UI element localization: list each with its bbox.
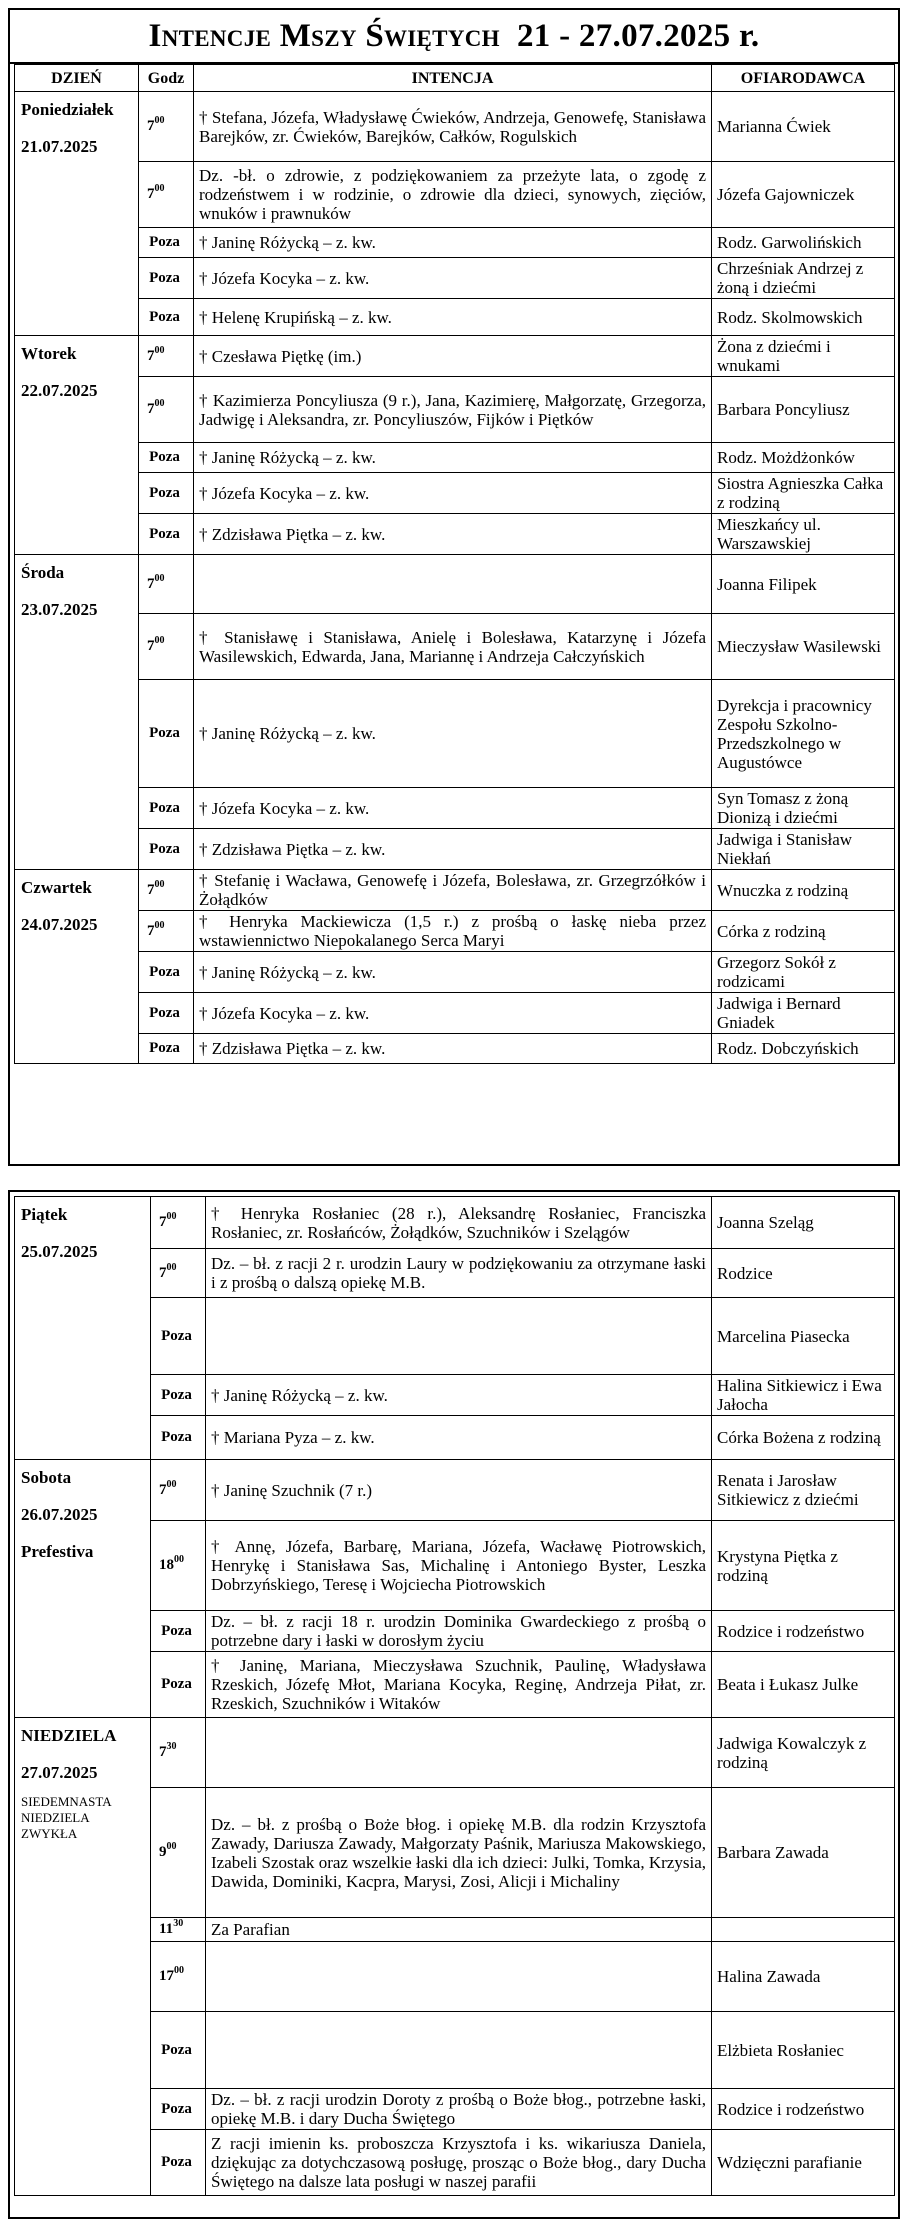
minute-value: 00 (154, 919, 165, 931)
table-row (15, 952, 895, 993)
hour-value: Poza (161, 2041, 192, 2058)
hour-value: 7 (147, 575, 155, 592)
hour-cell (139, 258, 194, 299)
day-date: 24.07.2025 (21, 915, 98, 934)
day-extra: SIEDEMNASTA NIEDZIELA ZWYKŁA (21, 1794, 111, 1841)
hour-cell (139, 680, 194, 788)
hour-cell (139, 952, 194, 993)
table-row (15, 336, 895, 377)
hour-value: 7 (147, 922, 155, 939)
hour-value: Poza (161, 1676, 192, 1692)
hour-value: 7 (147, 118, 155, 134)
table-row (15, 1460, 895, 1521)
hour-value: Poza (149, 308, 180, 325)
donor-cell: Siostra Agnieszka Całka z rodziną (712, 473, 895, 514)
intention-cell: † Kazimierza Poncyliusza (9 r.), Jana, Kazimierę, Małgorzatę, Grzegorza, Jadwigę i Aleksandra, zr. Poncyliuszów, Fijków i Piętków (194, 377, 712, 443)
hour-value: 7 (159, 1744, 167, 1760)
day-date: 26.07.2025 (21, 1505, 98, 1524)
minute-value: 00 (166, 1211, 177, 1222)
title-lead: Intencje Mszy Świętych (148, 18, 500, 54)
minute-value: 00 (166, 1478, 177, 1490)
intention-cell: † Mariana Pyza – z. kw. (206, 1416, 712, 1460)
table-row (15, 443, 895, 473)
hour-cell (151, 1197, 206, 1249)
day-cell-thu (15, 870, 139, 1064)
table-row (15, 680, 895, 788)
spacer (21, 1224, 144, 1242)
day-name: Poniedziałek (21, 100, 114, 119)
hour-cell (151, 1718, 206, 1788)
day-cell-wed (15, 555, 139, 870)
hour-cell (139, 473, 194, 514)
hour-cell (139, 870, 194, 911)
hour-cell (139, 336, 194, 377)
day-cell-tue (15, 336, 139, 555)
hour-cell (139, 514, 194, 555)
intention-cell (206, 1298, 712, 1375)
intention-cell: † Józefa Kocyka – z. kw. (194, 473, 712, 514)
intention-cell (194, 555, 712, 614)
donor-cell: Wnuczka z rodziną (712, 870, 895, 911)
minute-value: 00 (154, 183, 165, 194)
schedule-page-2 (8, 1190, 900, 2219)
intention-cell: † Janinę, Mariana, Mieczysława Szuchnik, Paulinę, Władysława Rzeskich, Józefę Młot, Mariana Kocyka, Reginę, Andrzeja Piłat, zr. Rzeskich, Szuchników i Witaków (206, 1652, 712, 1718)
donor-cell: Rodzice i rodzeństwo (712, 2089, 895, 2130)
donor-cell: Józefa Gajowniczek (712, 162, 895, 228)
hour-cell (139, 299, 194, 336)
hour-cell (139, 788, 194, 829)
table-row (15, 829, 895, 870)
table-row (15, 1718, 895, 1788)
donor-cell: Córka z rodziną (712, 911, 895, 952)
hour-value: Poza (149, 799, 180, 816)
minute-value: 00 (166, 1841, 177, 1852)
hour-value: Poza (161, 1327, 192, 1344)
table-row (15, 228, 895, 258)
hour-cell (139, 911, 194, 952)
table-row (15, 299, 895, 336)
schedule-page-1 (8, 8, 900, 1166)
hour-cell (139, 162, 194, 228)
donor-cell: Córka Bożena z rodziną (712, 1416, 895, 1460)
hour-value: 7 (147, 401, 155, 417)
spacer (21, 897, 132, 915)
intention-cell: † Henryka Rosłaniec (28 r.), Aleksandrę Rosłaniec, Franciszka Rosłaniec, zr. Rosłańców, Żołądków, Szuchników i Szelągów (206, 1197, 712, 1249)
spacer (21, 1524, 144, 1542)
donor-cell: Rodz. Dobczyńskich (712, 1034, 895, 1064)
minute-value: 30 (173, 1918, 184, 1929)
hour-cell (151, 1375, 206, 1416)
hour-cell (151, 1460, 206, 1521)
hour-cell (151, 1416, 206, 1460)
hour-value: Poza (149, 484, 180, 501)
hour-cell (151, 1521, 206, 1611)
donor-cell: Joanna Filipek (712, 555, 895, 614)
spacer (21, 1782, 144, 1794)
intention-cell: † Janinę Różycką – z. kw. (194, 680, 712, 788)
table-row (15, 92, 895, 162)
donor-cell: Grzegorz Sokół z rodzicami (712, 952, 895, 993)
page-title (10, 10, 898, 64)
hour-value: Poza (149, 234, 180, 250)
day-name: Czwartek (21, 878, 92, 897)
intention-cell: Dz. – bł. z prośbą o Boże błog. i opiekę M.B. dla rodzin Krzysztofa Zawady, Dariusza Zawady, Małgorzaty Paśnik, Mariusza Makowskiego, Izabeli Szostak oraz wszelkie łaski dla ich dzieci: Julki, Tomka, Krzysia, Dawida, Dominiki, Kacpra, Marysi, Zosi, Alicji i Michaliny (206, 1788, 712, 1918)
intention-cell: † Zdzisława Piętka – z. kw. (194, 829, 712, 870)
hour-value: 7 (147, 638, 155, 654)
hour-cell (139, 92, 194, 162)
header-hour: Godz (139, 65, 194, 92)
minute-value: 00 (174, 1965, 184, 1976)
intention-cell: Dz. – bł. z racji 2 r. urodzin Laury w podziękowaniu za otrzymane łaski i z prośbą o dalszą opiekę M.B. (206, 1249, 712, 1298)
donor-cell: Chrześniak Andrzej z żoną i dziećmi (712, 258, 895, 299)
minute-value: 00 (166, 1261, 177, 1273)
donor-cell: Marianna Ćwiek (712, 92, 895, 162)
day-name: Środa (21, 563, 65, 582)
hour-value: Poza (161, 1429, 192, 1445)
donor-cell: Rodz. Możdżonków (712, 443, 895, 473)
donor-cell: Wdzięczni parafianie (712, 2130, 895, 2196)
donor-cell: Rodzice (712, 1249, 895, 1298)
donor-cell: Elżbieta Rosłaniec (712, 2012, 895, 2089)
table-row (15, 1197, 895, 1249)
intention-cell: Dz. – bł. z racji urodzin Doroty z prośbą o Boże błog., potrzebne łaski, opiekę M.B. i dary Ducha Świętego (206, 2089, 712, 2130)
header-intention: INTENCJA (194, 65, 712, 92)
table-row (15, 162, 895, 228)
hour-value: 7 (147, 347, 155, 364)
minute-value: 00 (154, 572, 165, 584)
hour-cell (151, 2130, 206, 2196)
hour-value: Poza (161, 1386, 192, 1403)
donor-cell: Joanna Szeląg (712, 1197, 895, 1249)
intention-cell: † Stanisławę i Stanisława, Anielę i Bolesława, Katarzynę i Józefa Wasilewskich, Edwarda, Jana, Mariannę i Andrzeja Całczyńskich (194, 614, 712, 680)
hour-cell (139, 614, 194, 680)
hour-cell (139, 829, 194, 870)
intention-cell: † Józefa Kocyka – z. kw. (194, 258, 712, 299)
intention-cell: Dz. – bł. z racji 18 r. urodzin Dominika Gwardeckiego z prośbą o potrzebne dary i łaski w dorosłym życiu (206, 1611, 712, 1652)
spacer (21, 1745, 144, 1763)
hour-cell (151, 1942, 206, 2012)
day-name: Sobota (21, 1468, 72, 1487)
table-row (15, 870, 895, 911)
minute-value: 00 (154, 115, 165, 126)
hour-cell (151, 2089, 206, 2130)
minute-value: 00 (154, 344, 165, 356)
intention-cell: † Janinę Różycką – z. kw. (194, 443, 712, 473)
title-dates: 21 - 27.07.2025 r. (516, 18, 760, 54)
table-row (15, 993, 895, 1034)
intention-cell: † Janinę Różycką – z. kw. (206, 1375, 712, 1416)
table-row (15, 514, 895, 555)
spacer (21, 582, 132, 600)
hour-cell (151, 2012, 206, 2089)
minute-value: 00 (174, 1554, 184, 1565)
day-date: 27.07.2025 (21, 1763, 98, 1782)
hour-value: Poza (149, 840, 180, 857)
intention-cell: Z racji imienin ks. proboszcza Krzysztofa i ks. wikariusza Daniela, dziękując za dotychczasową posługę, prosząc o Boże błog., dary Ducha Świętego na dalsze lata posługi w naszej parafii (206, 2130, 712, 2196)
day-cell-sat (15, 1460, 151, 1718)
hour-cell (151, 1652, 206, 1718)
intention-cell: † Zdzisława Piętka – z. kw. (194, 1034, 712, 1064)
intention-cell: † Janinę Różycką – z. kw. (194, 228, 712, 258)
intention-cell (206, 1942, 712, 2012)
hour-cell (139, 993, 194, 1034)
intention-cell: † Czesława Piętkę (im.) (194, 336, 712, 377)
hour-cell (151, 1298, 206, 1375)
table-row (15, 1034, 895, 1064)
minute-value: 00 (154, 635, 165, 646)
donor-cell: Mieszkańcy ul. Warszawskiej (712, 514, 895, 555)
donor-cell: Rodz. Garwolińskich (712, 228, 895, 258)
hour-value: Poza (161, 1622, 192, 1639)
header-row (15, 65, 895, 92)
header-donor: OFIARODAWCA (712, 65, 895, 92)
table-row (15, 614, 895, 680)
schedule-table (14, 1196, 895, 2196)
hour-cell (139, 228, 194, 258)
donor-cell: Jadwiga i Stanisław Niekłań (712, 829, 895, 870)
donor-cell: Rodzice i rodzeństwo (712, 1611, 895, 1652)
minute-value: 00 (154, 398, 165, 409)
hour-value: Poza (149, 1040, 180, 1056)
day-name: Piątek (21, 1205, 68, 1224)
day-date: 23.07.2025 (21, 600, 98, 619)
hour-value: 9 (159, 1844, 167, 1860)
hour-value: 7 (159, 1214, 167, 1230)
day-extra: Prefestiva (21, 1542, 94, 1561)
donor-cell (712, 1918, 895, 1942)
intention-cell: † Janinę Różycką – z. kw. (194, 952, 712, 993)
intention-cell: † Henryka Mackiewicza (1,5 r.) z prośbą o łaskę nieba przez wstawiennictwo Niepokalanego Serca Maryi (194, 911, 712, 952)
hour-value: Poza (149, 449, 180, 465)
intention-cell: † Stefanię i Wacława, Genowefę i Józefa, Bolesława, zr. Grzegrzółków i Żołądków (194, 870, 712, 911)
donor-cell: Żona z dziećmi i wnukami (712, 336, 895, 377)
donor-cell: Beata i Łukasz Julke (712, 1652, 895, 1718)
donor-cell: Barbara Poncyliusz (712, 377, 895, 443)
hour-cell (151, 1249, 206, 1298)
intention-cell (206, 1718, 712, 1788)
intention-cell: † Józefa Kocyka – z. kw. (194, 788, 712, 829)
day-name: Wtorek (21, 344, 77, 363)
donor-cell: Halina Sitkiewicz i Ewa Jałocha (712, 1375, 895, 1416)
donor-cell: Renata i Jarosław Sitkiewicz z dziećmi (712, 1460, 895, 1521)
intention-cell: † Zdzisława Piętka – z. kw. (194, 514, 712, 555)
spacer (21, 119, 132, 137)
table-row (15, 788, 895, 829)
day-name: NIEDZIELA (21, 1726, 117, 1745)
day-date: 25.07.2025 (21, 1242, 98, 1261)
hour-cell (139, 377, 194, 443)
hour-cell (151, 1918, 206, 1942)
hour-value: 7 (159, 1481, 167, 1498)
donor-cell: Syn Tomasz z żoną Dionizą i dziećmi (712, 788, 895, 829)
hour-cell (139, 1034, 194, 1064)
table-row (15, 555, 895, 614)
spacer (21, 363, 132, 381)
hour-value: Poza (149, 1004, 180, 1021)
hour-cell (139, 555, 194, 614)
hour-value: Poza (149, 525, 180, 542)
header-day: DZIEŃ (15, 65, 139, 92)
day-date: 21.07.2025 (21, 137, 98, 156)
donor-cell: Dyrekcja i pracownicy Zespołu Szkolno-Przedszkolnego w Augustówce (712, 680, 895, 788)
intention-cell: Dz. -bł. o zdrowie, z podziękowaniem za przeżyte lata, o zgodę z rodzeństwem i w rodzinie, o zdrowie dla dzieci, synowych, zięciów, wnuków i prawnuków (194, 162, 712, 228)
donor-cell: Mieczysław Wasilewski (712, 614, 895, 680)
intention-cell: † Józefa Kocyka – z. kw. (194, 993, 712, 1034)
intention-cell: Za Parafian (206, 1918, 712, 1942)
hour-value: 11 (159, 1921, 174, 1937)
schedule-table (14, 64, 895, 1064)
donor-cell: Barbara Zawada (712, 1788, 895, 1918)
table-row (15, 911, 895, 952)
hour-cell (151, 1611, 206, 1652)
hour-value: 7 (147, 186, 155, 202)
intention-cell: † Helenę Krupińską – z. kw. (194, 299, 712, 336)
hour-value: 17 (159, 1968, 174, 1984)
intention-cell: † Stefana, Józefa, Władysławę Ćwieków, Andrzeja, Genowefę, Stanisława Barejków, zr. Ćwieków, Barejków, Całków, Rogulskich (194, 92, 712, 162)
table-row (15, 473, 895, 514)
intention-cell: † Annę, Józefa, Barbarę, Mariana, Józefa, Wacławę Piotrowskich, Henrykę i Stanisława Sas, Michalinę i Antoniego Byster, Leszka Dobrzyńskiego, Teresę i Wojciecha Piotrowskich (206, 1521, 712, 1611)
table-row (15, 377, 895, 443)
donor-cell: Jadwiga i Bernard Gniadek (712, 993, 895, 1034)
hour-value: 18 (159, 1557, 174, 1573)
day-cell-mon (15, 92, 139, 336)
hour-value: 7 (159, 1264, 167, 1281)
minute-value: 30 (166, 1741, 177, 1752)
hour-value: 7 (147, 881, 155, 898)
hour-value: Poza (161, 2100, 192, 2117)
day-cell-sun (15, 1718, 151, 2196)
table-row (15, 258, 895, 299)
intention-cell (206, 2012, 712, 2089)
day-date: 22.07.2025 (21, 381, 98, 400)
donor-cell: Marcelina Piasecka (712, 1298, 895, 1375)
hour-value: Poza (149, 963, 180, 980)
hour-value: Poza (149, 725, 180, 741)
hour-cell (139, 443, 194, 473)
hour-cell (151, 1788, 206, 1918)
intention-cell: † Janinę Szuchnik (7 r.) (206, 1460, 712, 1521)
donor-cell: Rodz. Skolmowskich (712, 299, 895, 336)
donor-cell: Jadwiga Kowalczyk z rodziną (712, 1718, 895, 1788)
day-cell-fri (15, 1197, 151, 1460)
spacer (21, 1487, 144, 1505)
minute-value: 00 (154, 878, 165, 890)
donor-cell: Halina Zawada (712, 1942, 895, 2012)
donor-cell: Krystyna Piętka z rodziną (712, 1521, 895, 1611)
hour-value: Poza (161, 2154, 192, 2170)
hour-value: Poza (149, 269, 180, 286)
